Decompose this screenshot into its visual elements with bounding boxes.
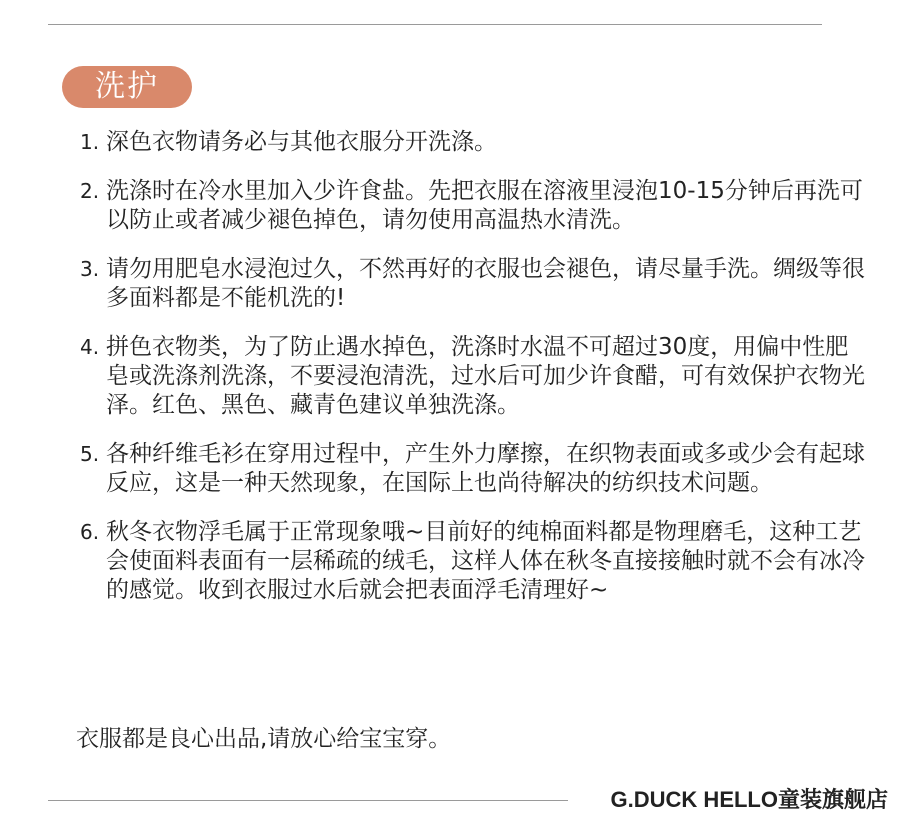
item-number: 4. (80, 335, 100, 359)
item-number: 3. (80, 257, 100, 281)
item-number: 2. (80, 179, 100, 203)
item-number: 1. (80, 130, 100, 154)
item-text: 请勿用肥皂水浸泡过久，不然再好的衣服也会褪色，请尽量手洗。绸级等很多面料都是不能机洗的! (106, 256, 865, 311)
brand-name: G.DUCK HELLO童装旗舰店 (610, 787, 888, 812)
item-text: 拼色衣物类，为了防止遇水掉色，洗涤时水温不可超过30度，用偏中性肥皂或洗涤剂洗涤，不要浸泡清洗，过水后可加少许食醋，可有效保护衣物光泽。红色、黑色、藏青色建议单独洗涤。 (106, 334, 865, 418)
item-number: 5. (80, 442, 100, 466)
item-text: 洗涤时在冷水里加入少许食盐。先把衣服在溶液里浸泡10-15分钟后再洗可以防止或者减少褪色掉色，请勿使用高温热水清洗。 (106, 178, 863, 233)
item-number: 6. (80, 520, 100, 544)
list-item (80, 255, 870, 313)
list-item (80, 440, 870, 498)
care-instructions-list (80, 128, 870, 625)
item-text: 深色衣物请务必与其他衣服分开洗涤。 (106, 129, 497, 155)
closing-statement: 衣服都是良心出品,请放心给宝宝穿。 (76, 726, 452, 752)
list-item (80, 177, 870, 235)
item-text: 秋冬衣物浮毛属于正常现象哦~目前好的纯棉面料都是物理磨毛，这种工艺会使面料表面有一层稀疏的绒毛，这样人体在秋冬直接接触时就不会有冰冷的感觉。收到衣服过水后就会把表面浮毛清理好~ (106, 519, 865, 603)
item-text: 各种纤维毛衫在穿用过程中，产生外力摩擦，在织物表面或多或少会有起球反应，这是一种天然现象，在国际上也尚待解决的纺织技术问题。 (106, 441, 865, 496)
bottom-divider (48, 800, 568, 801)
top-divider (48, 24, 822, 25)
section-title: 洗护 (62, 66, 192, 108)
list-item (80, 333, 870, 420)
list-item (80, 128, 870, 157)
list-item (80, 518, 870, 605)
